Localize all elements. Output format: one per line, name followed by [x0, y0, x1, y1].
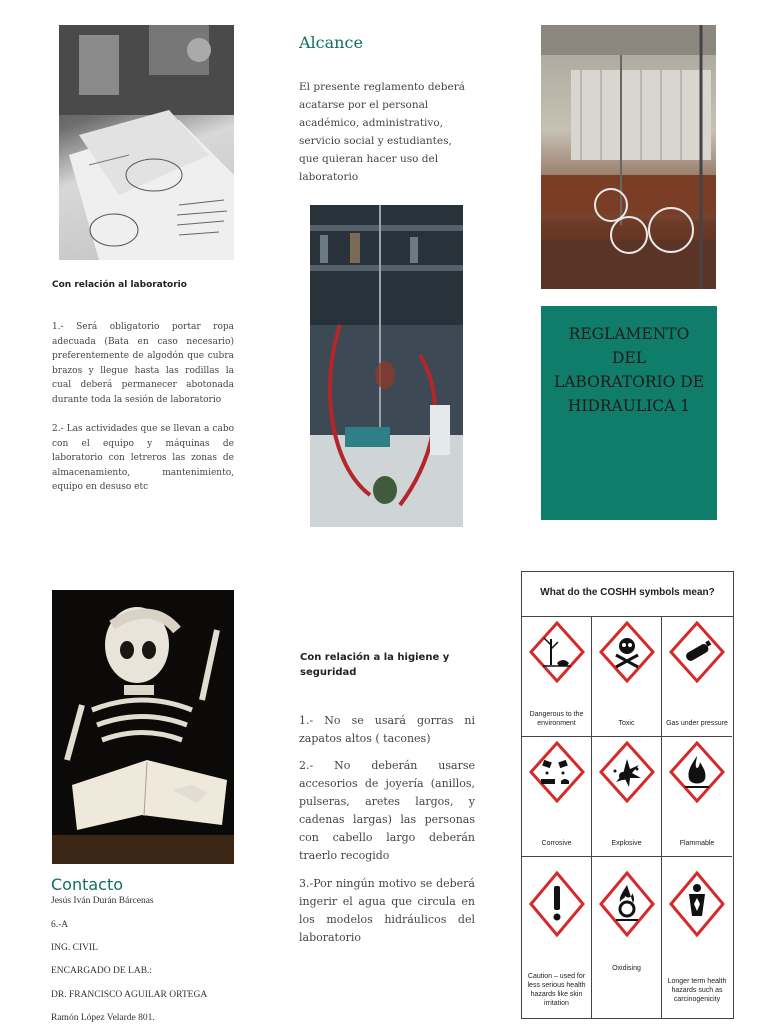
- coshh-cell-environment: [522, 617, 592, 737]
- coshh-label-oxidising: Oxidising: [612, 965, 641, 972]
- flame-over-circle-icon: [599, 871, 655, 937]
- coshh-label-flammable: Flammable: [679, 840, 715, 847]
- hygiene-rule-3: 3.-Por ningún motivo se deberá ingerir el agua que circula en los modelos hidráulicos del laboratorio: [299, 877, 475, 944]
- coshh-cell-health-hazard: [662, 857, 732, 1018]
- coshh-cell-corrosive: [522, 737, 592, 857]
- flame-icon: [669, 741, 725, 803]
- contact-address: Ramón López Velarde 801.: [51, 1013, 155, 1023]
- coshh-cell-oxidising: [592, 857, 662, 1018]
- contact-name: Jesús Iván Durán Bárcenas: [51, 896, 154, 906]
- scope-title: Alcance: [299, 33, 363, 52]
- environment-hazard-icon: [529, 621, 585, 683]
- contact-group: 6.-A: [51, 920, 69, 930]
- coshh-cell-explosive: [592, 737, 662, 857]
- lab-section-heading: Con relación al laboratorio: [52, 280, 187, 290]
- cover-title-box: [541, 306, 717, 520]
- coshh-label-gas: Gas under pressure: [666, 720, 728, 727]
- coshh-label-environment: Dangerous to the environment: [529, 711, 584, 727]
- lab-papers-photo: [59, 25, 234, 260]
- hygiene-section-heading: Con relación a la higiene y seguridad: [300, 652, 450, 678]
- contact-manager: DR. FRANCISCO AGUILAR ORTEGA: [51, 990, 208, 1000]
- coshh-label-health-hazard: Longer term health hazards such as carcinogenicity: [667, 978, 727, 1003]
- contact-career: ING. CIVIL: [51, 943, 98, 953]
- coshh-cell-flammable: [662, 737, 732, 857]
- exclamation-icon: [529, 871, 585, 937]
- contact-role: ENCARGADO DE LAB.:: [51, 966, 153, 976]
- coshh-cell-gas: [662, 617, 732, 737]
- scope-text: El presente reglamento deberá acatarse por el personal académico, administrativo, servicio social y estudiantes, que quieran hacer uso del laboratorio: [299, 81, 465, 183]
- contact-title: Contacto: [51, 875, 124, 894]
- gas-cylinder-icon: [669, 621, 725, 683]
- glassware-photo: [541, 25, 716, 289]
- explosive-icon: [599, 741, 655, 803]
- coshh-label-explosive: Explosive: [611, 840, 642, 847]
- corrosive-icon: [529, 741, 585, 803]
- coshh-label-caution: Caution – used for less serious health hazards like skin irritation: [527, 973, 586, 1007]
- coshh-cell-toxic: [592, 617, 662, 737]
- skull-crossbones-icon: [599, 621, 655, 683]
- lab-equipment-photo: [310, 205, 463, 527]
- lab-rule-2: 2.- Las actividades que se llevan a cabo con el equipo y máquinas de laboratorio con letreros las zonas de almacenamiento, mantenimiento, equipo en desuso etc: [52, 424, 234, 492]
- coshh-chart: [521, 571, 734, 1019]
- cover-title: REGLAMENTO DEL LABORATORIO DE HIDRAULICA 1: [553, 325, 705, 415]
- hygiene-rule-1: 1.- No se usará gorras ni zapatos altos ( tacones): [299, 714, 475, 745]
- coshh-label-corrosive: Corrosive: [541, 840, 572, 847]
- skeleton-reading-photo: [52, 590, 234, 864]
- lab-rule-1: 1.- Será obligatorio portar ropa adecuada (Bata en caso necesario) preferentemente de algodón que cubra brazos y llegue hasta las rodillas la cual deberá permanecer abotonada durante toda la sesión de laboratorio: [52, 322, 234, 405]
- coshh-label-toxic: Toxic: [618, 720, 635, 727]
- hygiene-rule-2: 2.- No deberán usarse accesorios de joyería (anillos, pulseras, aretes largos, y cadenas largas) las personas con cabello largo deberán traerlo recogido: [299, 759, 475, 862]
- coshh-cell-caution: [522, 857, 592, 1018]
- coshh-title: What do the COSHH symbols mean?: [540, 587, 715, 598]
- health-hazard-icon: [669, 871, 725, 937]
